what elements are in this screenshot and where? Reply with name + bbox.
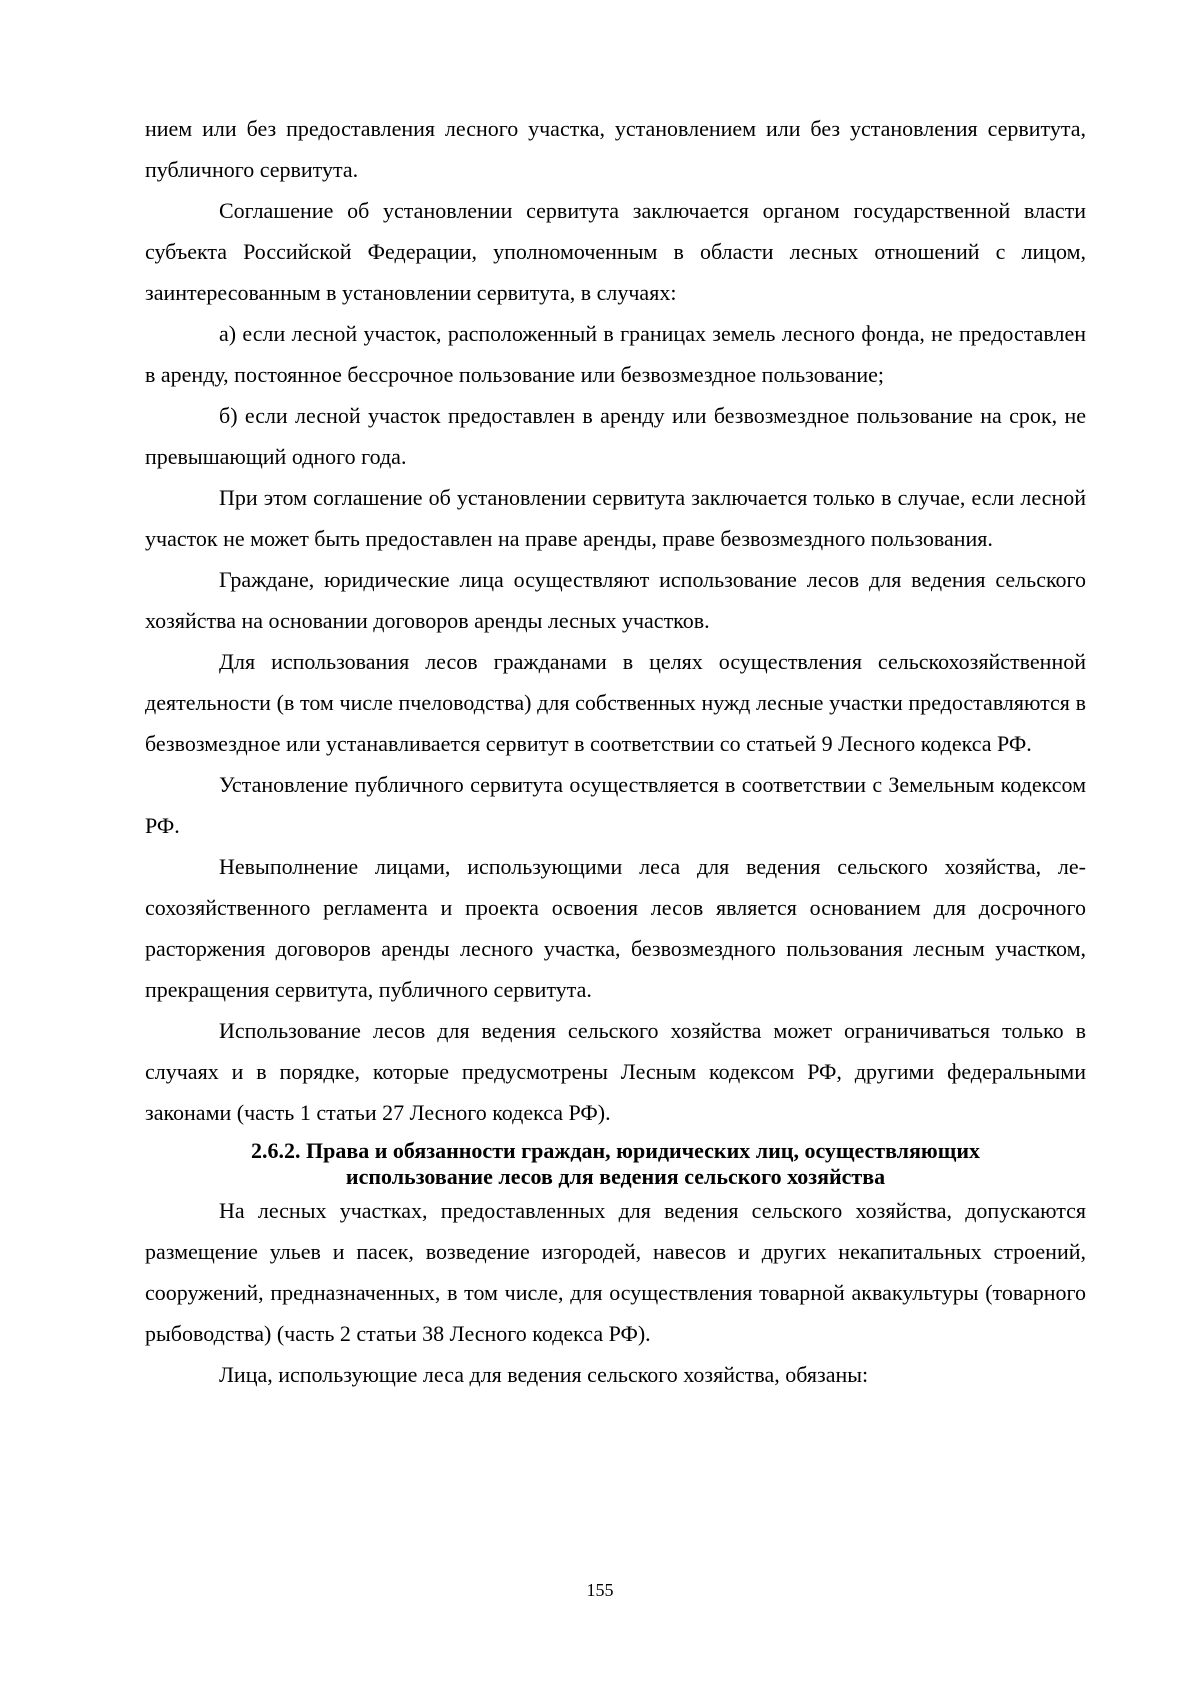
- paragraph: Лица, использующие леса для ведения сельского хозяйства, обязаны:: [219, 1362, 869, 1387]
- paragraph: Использование лесов для ведения сельского хозяйства может ограничиваться только в случаях и в порядке, которые предусмотрены Лесным кодексом РФ, другими федеральными законами (часть 1 статьи 27 Лесного кодекса РФ).: [145, 1018, 1086, 1125]
- page-number: 155: [586, 1580, 614, 1600]
- paragraph: При этом соглашение об установлении сервитута заключается только в случае, если лесной участок не может быть предоставлен на праве аренды, праве безвозмездного пользования.: [145, 485, 1086, 551]
- section-heading: [145, 1138, 1086, 1190]
- section-heading-line: 2.6.2. Права и обязанности граждан, юридических лиц, осуществляющих: [250, 1138, 980, 1163]
- paragraph: Для использования лесов гражданами в целях осуществления сельскохозяйственной деятельности (в том числе пчеловодства) для собственных нужд лесные участки предоставляются в безвозмездное или устанавливается сервитут в соответствии со статьей 9 Лесного кодекса РФ.: [145, 649, 1086, 756]
- paragraph: б) если лесной участок предоставлен в аренду или безвозмездное пользование на срок, не превышающий одного года.: [145, 403, 1086, 469]
- paragraph: Невыполнение лицами, использующими леса для ведения сельского хозяйства, лесохозяйственного регламента и проекта освоения лесов является основанием для досрочного расторжения договоров аренды лесного участка, безвозмездного пользования лесным участком, прекращения сервитута, публичного сервитута.: [145, 854, 1086, 1002]
- paragraph: Установление публичного сервитута осуществляется в соответствии с Земельным кодексом РФ.: [145, 772, 1086, 838]
- paragraph: Соглашение об установлении сервитута заключается органом государственной власти субъекта Российской Федерации, уполномоченным в области лесных отношений с лицом, заинтересованным в установлении сервитута, в случаях:: [145, 198, 1086, 305]
- section-heading-line: использование лесов для ведения сельского хозяйства: [345, 1164, 886, 1189]
- paragraph: нием или без предоставления лесного участка, установлением или без установления сервитута, публичного сервитута.: [145, 116, 1086, 182]
- paragraph: Граждане, юридические лица осуществляют использование лесов для ведения сельского хозяйства на основании договоров аренды лесных участков.: [145, 567, 1086, 633]
- paragraph: а) если лесной участок, расположенный в границах земель лесного фонда, не предоставлен в аренду, постоянное бессрочное пользование или безвозмездное пользование;: [145, 321, 1086, 387]
- paragraph: На лесных участках, предоставленных для ведения сельского хозяйства, допускаются размещение ульев и пасек, возведение изгородей, навесов и других некапитальных строений, сооружений, предназначенных, в том числе, для осуществления товарной аквакультуры (товарного рыбоводства) (часть 2 статьи 38 Лесного кодекса РФ).: [145, 1198, 1086, 1346]
- page-body: [145, 108, 1086, 1395]
